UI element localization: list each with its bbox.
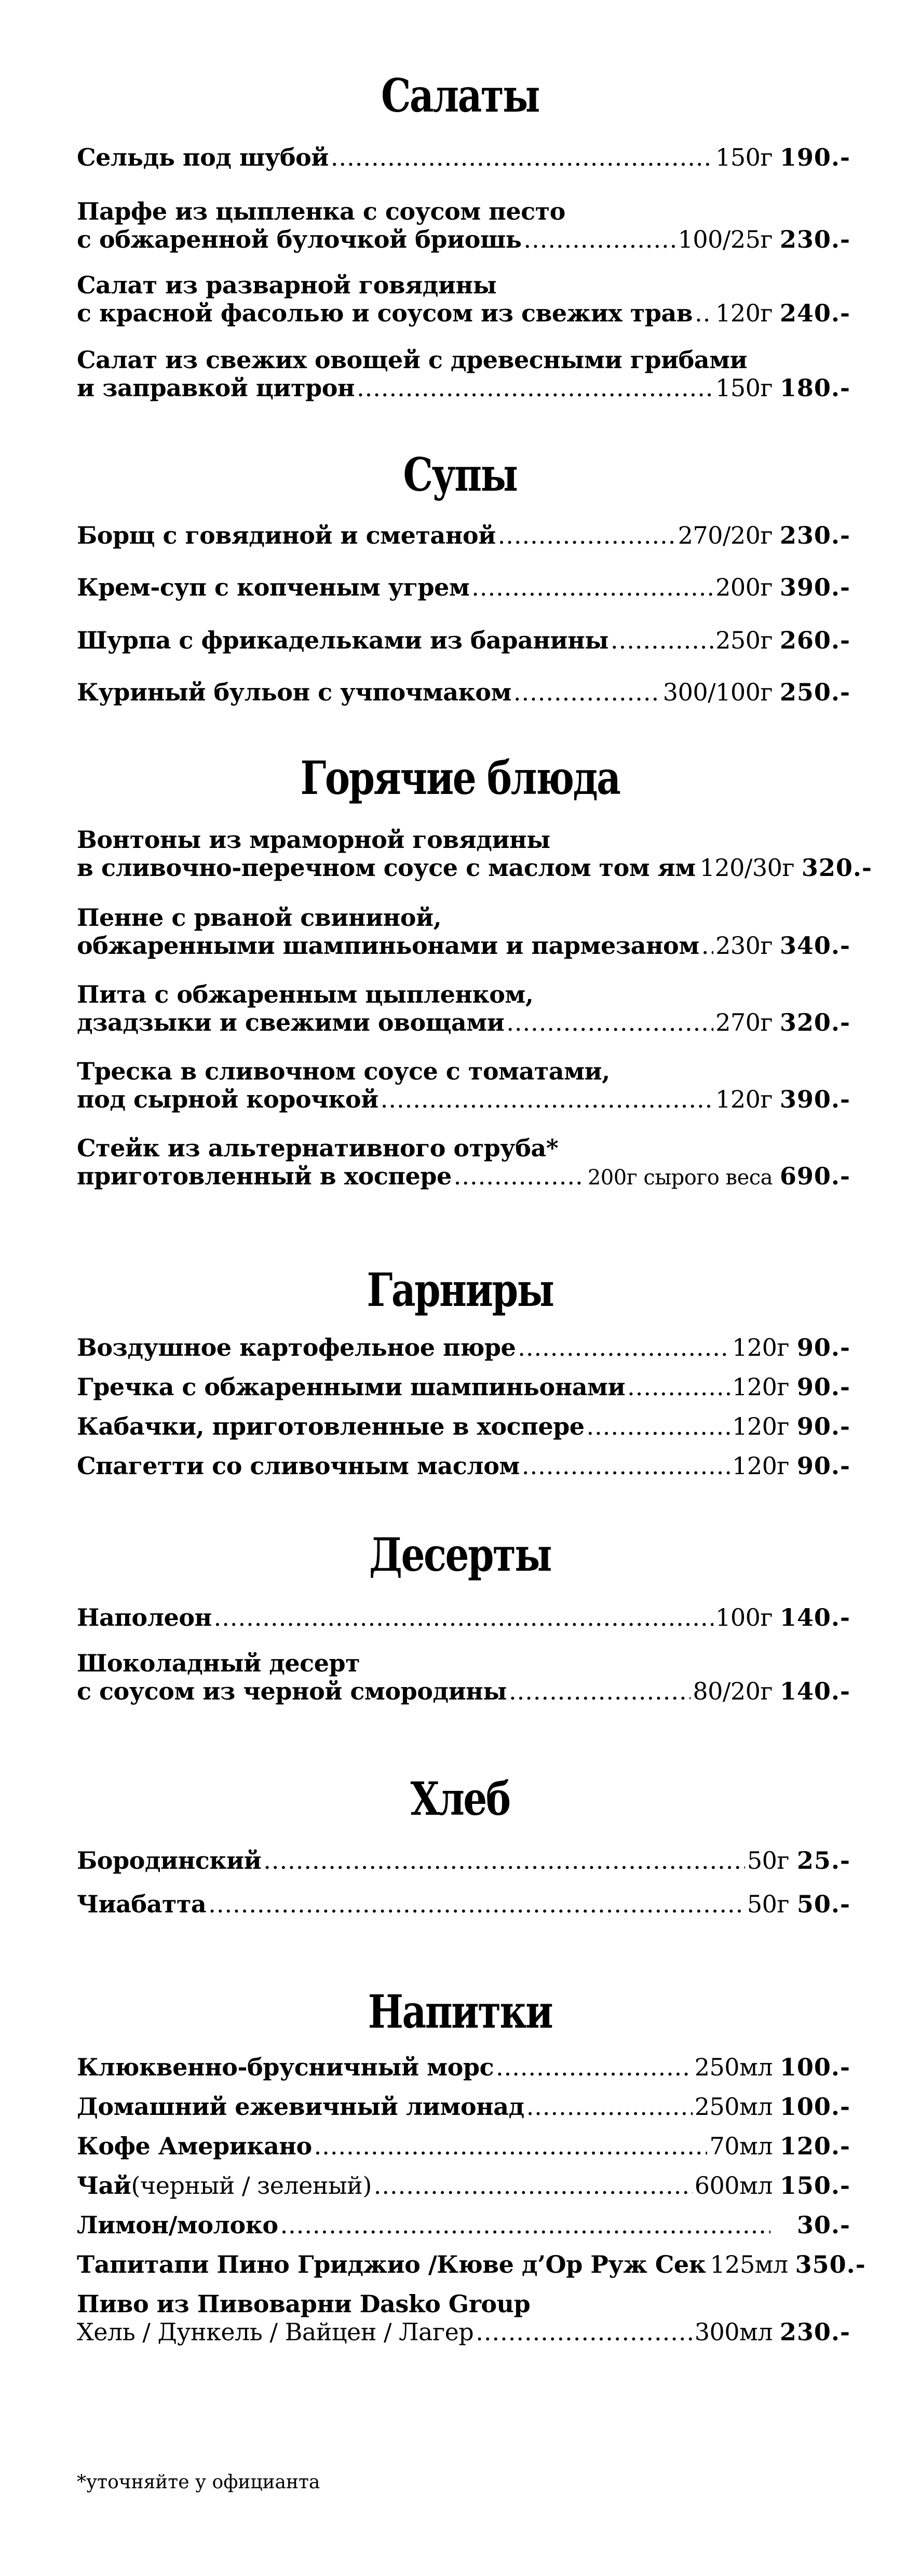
- menu-item: [77, 903, 850, 960]
- item-name-line1: Пита с обжаренным цыпленком,: [77, 980, 534, 1008]
- leader-dots: [611, 626, 713, 654]
- leader-dots: [513, 678, 661, 706]
- item-weight: 250мл: [694, 2093, 773, 2121]
- section-title-desserts: Десерты: [369, 1528, 551, 1582]
- item-price: 230.-: [779, 2318, 850, 2346]
- item-price: 240.-: [779, 299, 850, 327]
- menu-item: [77, 2290, 850, 2346]
- item-name-line1: Вонтоны из мраморной говядины: [77, 826, 550, 854]
- item-note: (черный / зеленый): [131, 2172, 372, 2200]
- item-weight: 100г: [715, 1603, 773, 1631]
- item-name-line1: Салат из разварной говядины: [77, 271, 497, 299]
- item-name-line2: в сливочно-перечном соусе с маслом том ям: [77, 854, 696, 882]
- leader-dots: [357, 374, 713, 402]
- item-price: 25.-: [796, 1846, 850, 1874]
- footnote: *уточняйте у официанта: [77, 2472, 320, 2493]
- section-title-drinks: Напитки: [368, 1985, 552, 2039]
- item-name-line1: Пенне с рваной свининой,: [77, 903, 442, 932]
- item-weight: 120г: [715, 1085, 773, 1113]
- item-price: 30.-: [796, 2211, 850, 2239]
- menu-item: [77, 1649, 850, 1705]
- item-price: 190.-: [779, 143, 850, 171]
- item-name: Лимон/молоко: [77, 2211, 278, 2239]
- leader-dots: [695, 299, 713, 327]
- menu-item: [77, 346, 850, 402]
- menu-item: [77, 2132, 850, 2160]
- leader-dots: [522, 1452, 730, 1480]
- item-weight: 50г: [747, 1890, 789, 1918]
- item-price: 150.-: [779, 2172, 850, 2200]
- item-name: Кабачки, приготовленные в хоспере: [77, 1412, 585, 1440]
- menu-item: [77, 143, 850, 171]
- leader-dots: [263, 1846, 745, 1874]
- menu-item: [77, 521, 850, 549]
- leader-dots: [471, 573, 713, 601]
- item-price: 100.-: [779, 2053, 850, 2081]
- item-price: 230.-: [779, 225, 850, 253]
- menu-item: [77, 2250, 866, 2278]
- item-price: 250.-: [779, 678, 850, 706]
- leader-dots: [523, 225, 675, 253]
- item-weight: 300мл: [694, 2318, 773, 2346]
- item-weight: 120г: [732, 1333, 789, 1361]
- leader-dots: [280, 2211, 770, 2239]
- menu-item: [77, 2211, 850, 2239]
- item-weight: 120г: [715, 299, 773, 327]
- item-price: 260.-: [779, 626, 850, 654]
- leader-dots: [701, 932, 713, 960]
- item-price: 100.-: [779, 2093, 850, 2121]
- leader-dots: [526, 2093, 693, 2121]
- item-name-line1: Пиво из Пивоварни Dasko Group: [77, 2290, 531, 2318]
- menu-item: [77, 626, 850, 654]
- item-price: 230.-: [779, 521, 850, 549]
- item-name-line2: дзадзыки и свежими овощами: [77, 1008, 505, 1036]
- menu-item: [77, 1890, 850, 1918]
- item-name: Кофе Американо: [77, 2132, 312, 2160]
- section-title-salads: Салаты: [381, 69, 539, 123]
- item-name-line2: обжаренными шампиньонами и пармезаном: [77, 932, 699, 960]
- item-name-line2: с красной фасолью и соусом из свежих трав: [77, 299, 693, 327]
- item-weight: 250г: [715, 626, 773, 654]
- leader-dots: [314, 2132, 708, 2160]
- item-name: Гречка с обжаренными шампиньонами: [77, 1373, 626, 1401]
- item-name-line1: Треска в сливочном соусе с томатами,: [77, 1057, 610, 1085]
- menu-item: [77, 197, 850, 253]
- item-weight: 120г: [732, 1373, 789, 1401]
- item-weight: 270г: [715, 1008, 773, 1036]
- menu-item: [77, 1333, 850, 1361]
- item-price: 340.-: [779, 932, 850, 960]
- leader-dots: [587, 1412, 730, 1440]
- item-price: 390.-: [779, 1085, 850, 1113]
- item-name: Воздушное картофельное пюре: [77, 1333, 516, 1361]
- item-name-line1: Стейк из альтернативного отруба*: [77, 1134, 559, 1162]
- item-weight: 150г: [715, 374, 773, 402]
- item-weight: 250мл: [694, 2053, 773, 2081]
- section-title-bread: Хлеб: [410, 1772, 510, 1826]
- item-price: 180.-: [779, 374, 850, 402]
- menu-item: [77, 1373, 850, 1401]
- section-title-sides: Гарниры: [367, 1263, 553, 1317]
- item-price: 90.-: [796, 1412, 850, 1440]
- item-name-line2: Хель / Дункель / Вайцен / Лагер: [77, 2318, 474, 2346]
- item-price: 50.-: [796, 1890, 850, 1918]
- leader-dots: [496, 2053, 693, 2081]
- item-name: Чай: [77, 2172, 131, 2200]
- item-price: 90.-: [796, 1333, 850, 1361]
- item-weight: 100/25г: [678, 225, 773, 253]
- menu-item: [77, 1134, 850, 1192]
- leader-dots: [208, 1890, 745, 1918]
- menu-item: [77, 2093, 850, 2121]
- item-name-line2: с соусом из черной смородины: [77, 1677, 507, 1705]
- leader-dots: [498, 521, 676, 549]
- item-weight: 50г: [747, 1846, 789, 1874]
- item-name-line1: Парфе из цыпленка с соусом песто: [77, 197, 565, 225]
- item-price: 350.-: [795, 2250, 866, 2278]
- item-name: Тапитапи Пино Гриджио /Кюве д’Ор Руж Сек: [77, 2250, 706, 2278]
- leader-dots: [476, 2318, 692, 2346]
- menu-item: [77, 1846, 850, 1874]
- item-name-line1: Салат из свежих овощей с древесными грибами: [77, 346, 748, 374]
- item-price: 90.-: [796, 1452, 850, 1480]
- menu-item: [77, 826, 872, 882]
- item-price: 320.-: [801, 854, 872, 882]
- item-name-line2: приготовленный в хоспере: [77, 1162, 452, 1190]
- item-weight: 70мл: [709, 2132, 773, 2160]
- menu-item: [77, 678, 850, 706]
- item-name: Сельдь под шубой: [77, 143, 329, 171]
- menu-item: [77, 2053, 850, 2081]
- menu-item: [77, 2172, 850, 2200]
- item-weight: 150г: [715, 143, 773, 171]
- leader-dots: [506, 1008, 713, 1036]
- leader-dots: [627, 1373, 730, 1401]
- menu-item: [77, 573, 850, 601]
- menu-item: [77, 980, 850, 1036]
- item-name: Бородинский: [77, 1846, 262, 1874]
- item-name: Борщ с говядиной и сметаной: [77, 521, 496, 549]
- item-name: Крем-суп с копченым угрем: [77, 573, 470, 601]
- item-name: Куриный бульон с учпочмаком: [77, 678, 511, 706]
- item-price: 690.-: [779, 1162, 850, 1190]
- item-weight: 200г сырого веса: [587, 1166, 773, 1190]
- item-name-line1: Шоколадный десерт: [77, 1649, 360, 1677]
- item-weight: 80/20г: [693, 1677, 773, 1705]
- item-weight: 230г: [715, 932, 773, 960]
- menu-item: [77, 1412, 850, 1440]
- leader-dots: [214, 1603, 713, 1631]
- section-title-hot-dishes: Горячие блюда: [300, 751, 620, 805]
- leader-dots: [381, 1085, 713, 1113]
- leader-dots: [374, 2172, 693, 2200]
- section-title-soups: Супы: [403, 448, 517, 502]
- leader-dots: [509, 1677, 691, 1705]
- item-weight: 270/20г: [678, 521, 773, 549]
- item-name: Клюквенно-брусничный морс: [77, 2053, 494, 2081]
- item-weight: 300/100г: [662, 678, 773, 706]
- item-price: 140.-: [779, 1603, 850, 1631]
- item-price: 90.-: [796, 1373, 850, 1401]
- menu-item: [77, 1603, 850, 1631]
- item-name: Наполеон: [77, 1603, 212, 1631]
- item-price: 320.-: [779, 1008, 850, 1036]
- item-name: Домашний ежевичный лимонад: [77, 2093, 524, 2121]
- item-name: Шурпа с фрикадельками из баранины: [77, 626, 608, 654]
- item-weight: 125мл: [710, 2250, 788, 2278]
- item-weight: 120г: [732, 1412, 789, 1440]
- menu-item: [77, 1452, 850, 1480]
- leader-dots: [331, 143, 713, 171]
- item-price: 390.-: [779, 573, 850, 601]
- item-name-line2: и заправкой цитрон: [77, 374, 355, 402]
- item-weight: 200г: [715, 573, 773, 601]
- item-name: Чиабатта: [77, 1890, 207, 1918]
- menu-item: [77, 1057, 850, 1113]
- item-price: 140.-: [779, 1677, 850, 1705]
- item-name-line2: с обжаренной булочкой бриошь: [77, 225, 522, 253]
- item-weight: 600мл: [694, 2172, 773, 2200]
- leader-dots: [454, 1162, 586, 1190]
- menu-item: [77, 271, 850, 327]
- leader-dots: [518, 1333, 730, 1361]
- item-weight: 120г: [732, 1452, 789, 1480]
- item-price: 120.-: [779, 2132, 850, 2160]
- item-name: Спагетти со сливочным маслом: [77, 1452, 520, 1480]
- item-name-line2: под сырной корочкой: [77, 1085, 378, 1113]
- item-weight: 120/30г: [699, 854, 794, 882]
